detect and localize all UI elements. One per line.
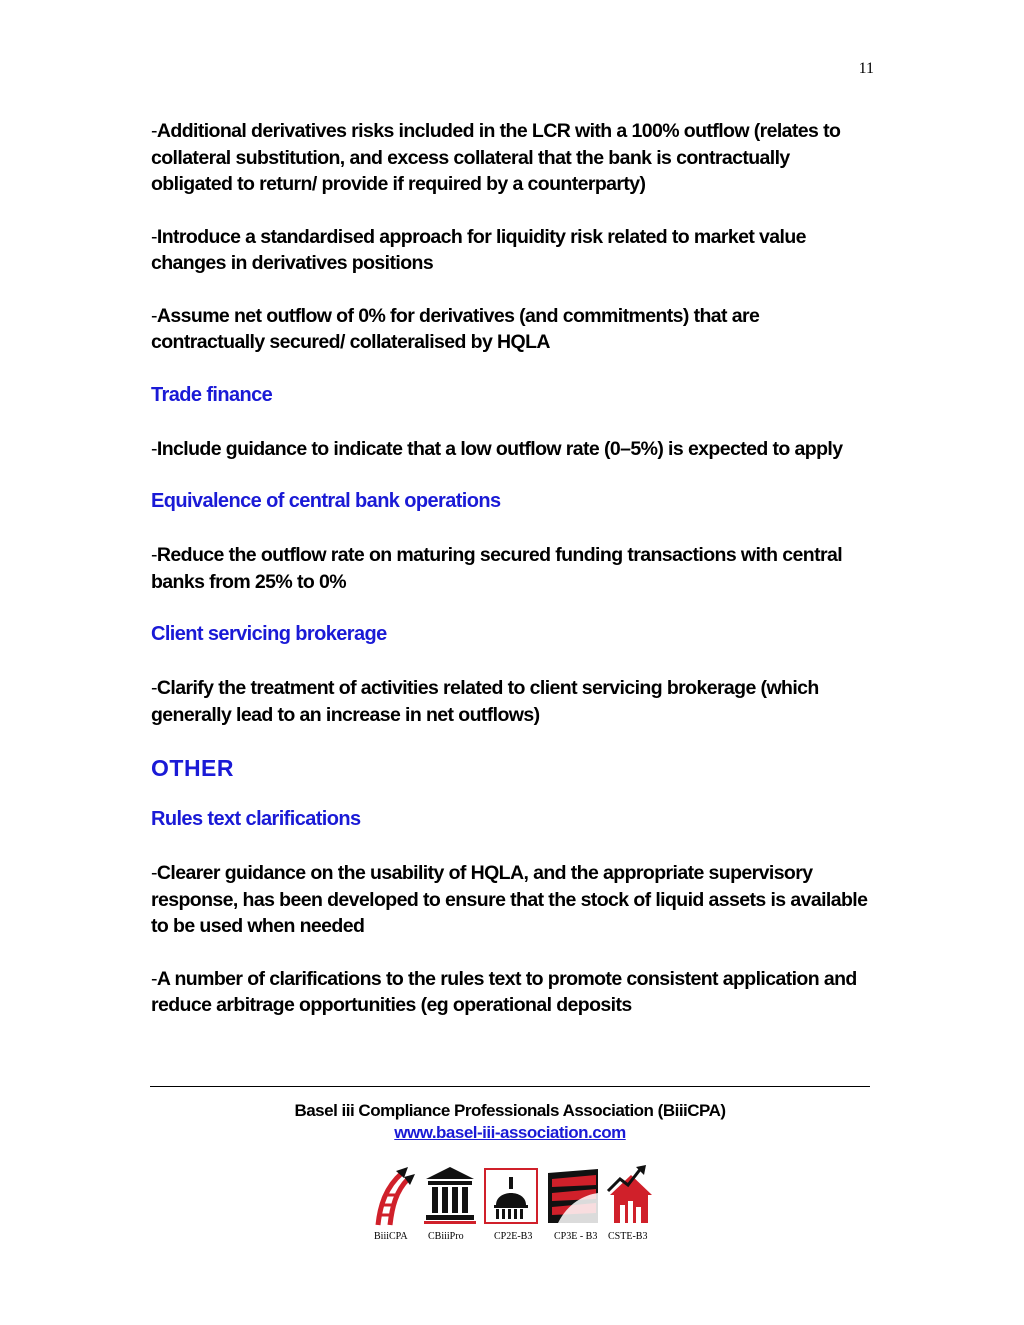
paragraph-net-outflow [151,303,871,356]
paragraph-clarifications [151,966,871,1019]
bullet-dash: - [151,225,157,248]
paragraph-central-bank [151,542,871,595]
heading-other: OTHER [151,755,234,781]
paragraph-hqla-usability [151,860,871,940]
bullet-dash: - [151,677,157,699]
heading-central-bank: Equivalence of central bank operations [151,490,501,512]
logo-caption-cbiiipro: CBiiiPro [428,1231,464,1242]
page-number: 11 [858,60,874,77]
paragraph-text: Assume net outflow of 0% for derivatives (and commitments) that are contractually secured/ collateralised by HQLA [151,304,760,353]
paragraph-text: A number of clarifications to the rules text to promote consistent application and reduce arbitrage opportunities (eg operational deposits [151,967,857,1016]
bullet-dash: - [151,862,157,884]
bullet-dash: - [151,967,157,990]
paragraph-text: Clarify the treatment of activities related to client servicing brokerage (which generally lead to an increase in net outflows) [151,677,819,726]
logo-caption-biiicpa: BiiiCPA [374,1231,408,1242]
logo-row [372,1165,662,1245]
paragraph-client-servicing [151,675,871,728]
ladder-arrows-icon [372,1165,416,1232]
bullet-dash: - [151,544,157,566]
paragraph-derivatives-risks [151,118,871,198]
footer-organization: Basel iii Compliance Professionals Association (BiiiCPA) [294,1101,726,1120]
footer [150,1100,870,1144]
paragraph-trade-finance [151,436,871,463]
paragraph-text: Clearer guidance on the usability of HQLA, and the appropriate supervisory response, has been developed to ensure that the stock of liquid assets is available to be used when needed [151,862,868,937]
footer-website-link[interactable]: www.basel-iii-association.com [394,1123,626,1142]
paragraph-text: Additional derivatives risks included in the LCR with a 100% outflow (relates to collateral substitution, and excess collateral that the bank is contractually obligated to return/ provide if required by a counterparty) [151,120,841,195]
red-stripes-logo-icon [544,1165,602,1232]
bullet-dash: - [151,304,157,327]
chart-house-icon [606,1165,656,1232]
bullet-dash: - [151,120,157,142]
logo-caption-cste: CSTE-B3 [608,1231,648,1242]
heading-rules-text: Rules text clarifications [151,808,361,830]
logo-caption-cp2e: CP2E-B3 [494,1231,533,1242]
paragraph-standardised-approach [151,224,871,277]
capitol-dome-icon [484,1165,538,1232]
logo-caption-cp3e: CP3E - B3 [554,1231,598,1242]
heading-client-servicing: Client servicing brokerage [151,623,387,645]
heading-trade-finance: Trade finance [151,383,273,406]
paragraph-text: Reduce the outflow rate on maturing secured funding transactions with central banks from 25% to 0% [151,544,843,593]
paragraph-text: Include guidance to indicate that a low outflow rate (0–5%) is expected to apply [156,437,843,460]
document-body [151,118,871,1045]
building-columns-icon [424,1165,476,1230]
paragraph-text: Introduce a standardised approach for liquidity risk related to market value changes in derivatives positions [151,225,806,274]
footer-divider [150,1086,870,1087]
bullet-dash: - [151,437,157,460]
